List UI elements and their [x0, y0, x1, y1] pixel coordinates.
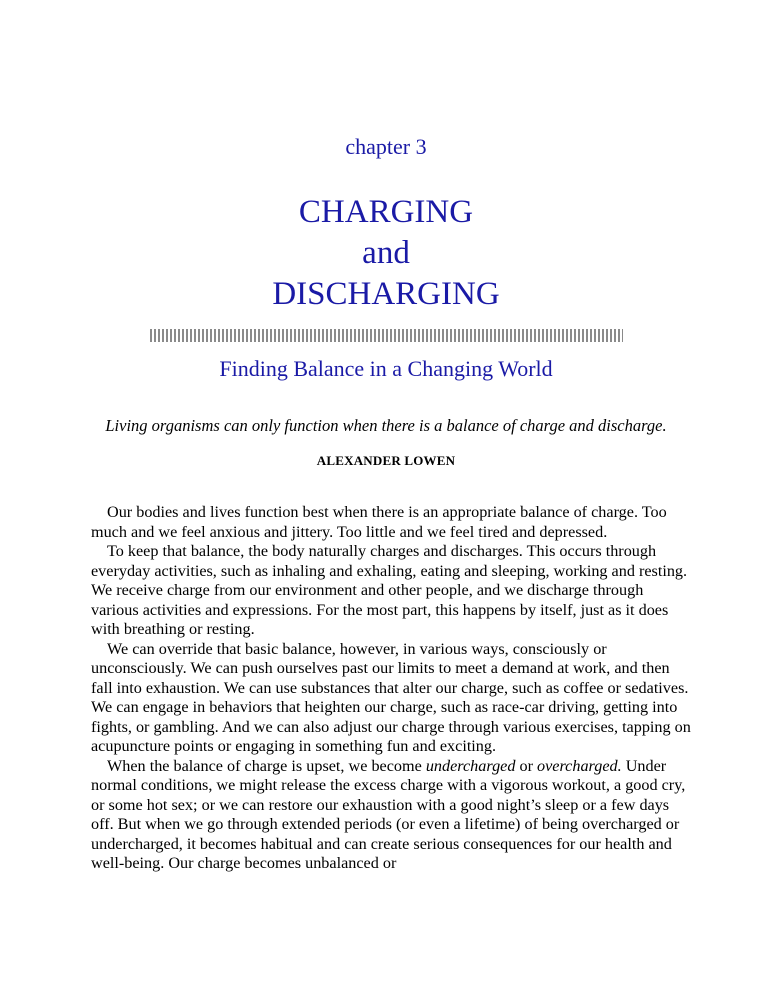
chapter-title [0, 192, 772, 315]
emphasis-undercharged: undercharged [425, 756, 516, 775]
chapter-subtitle: Finding Balance in a Changing World [219, 356, 553, 381]
paragraph-2: To keep that balance, the body naturally charges and discharges. This occurs through everyday activities, such as inhaling and exhaling, eating and sleeping, working and resting. We receive charge from our environment and other people, and we discharge through various activities and expressions. For the most part, this happens by itself, just as it does with breathing or resting. [91, 542, 688, 638]
chapter-title-line-1: CHARGING [298, 194, 474, 230]
epigraph-quote: Living organisms can only function when there is a balance of charge and discharge. [105, 416, 667, 435]
chapter-title-line-2: and [362, 235, 410, 271]
paragraph-3: We can override that basic balance, however, in various ways, consciously or unconsciously. We can push ourselves past our limits to meet a demand at work, and then fall into exhaustion. We can use substances that alter our charge, such as coffee or sedatives. We can engage in behaviors that heighten our charge, such as race-car driving, getting into fights, or gambling. And we can also adjust our charge through various exercises, tapping on acupuncture points or engaging in something fun and exciting. [91, 639, 691, 755]
paragraph-4-part-3: Under normal conditions, we might release the excess charge with a vigorous workout, a good cry, or some hot sex; or we can restore our exhaustion with a good night’s sleep or a few days off. But when we go through extended periods (or even a lifetime) of being overcharged or undercharged, it becomes habitual and can create serious consequences for our health and well-being. Our charge becomes unbalanced or [91, 756, 686, 872]
epigraph-attribution: ALEXANDER LOWEN [316, 453, 456, 468]
chapter-title-line-3: DISCHARGING [272, 276, 500, 312]
emphasis-overcharged: overcharged. [537, 756, 622, 775]
body-text [91, 503, 691, 874]
paragraph-4-part-1: When the balance of charge is upset, we become [107, 756, 426, 775]
paragraph-4 [91, 757, 691, 874]
decorative-divider [150, 329, 623, 342]
paragraph-4-part-2: or [515, 756, 538, 775]
chapter-number: chapter 3 [345, 134, 427, 159]
paragraph-1: Our bodies and lives function best when there is an appropriate balance of charge. Too much and we feel anxious and jittery. Too little and we feel tired and depressed. [91, 503, 667, 541]
